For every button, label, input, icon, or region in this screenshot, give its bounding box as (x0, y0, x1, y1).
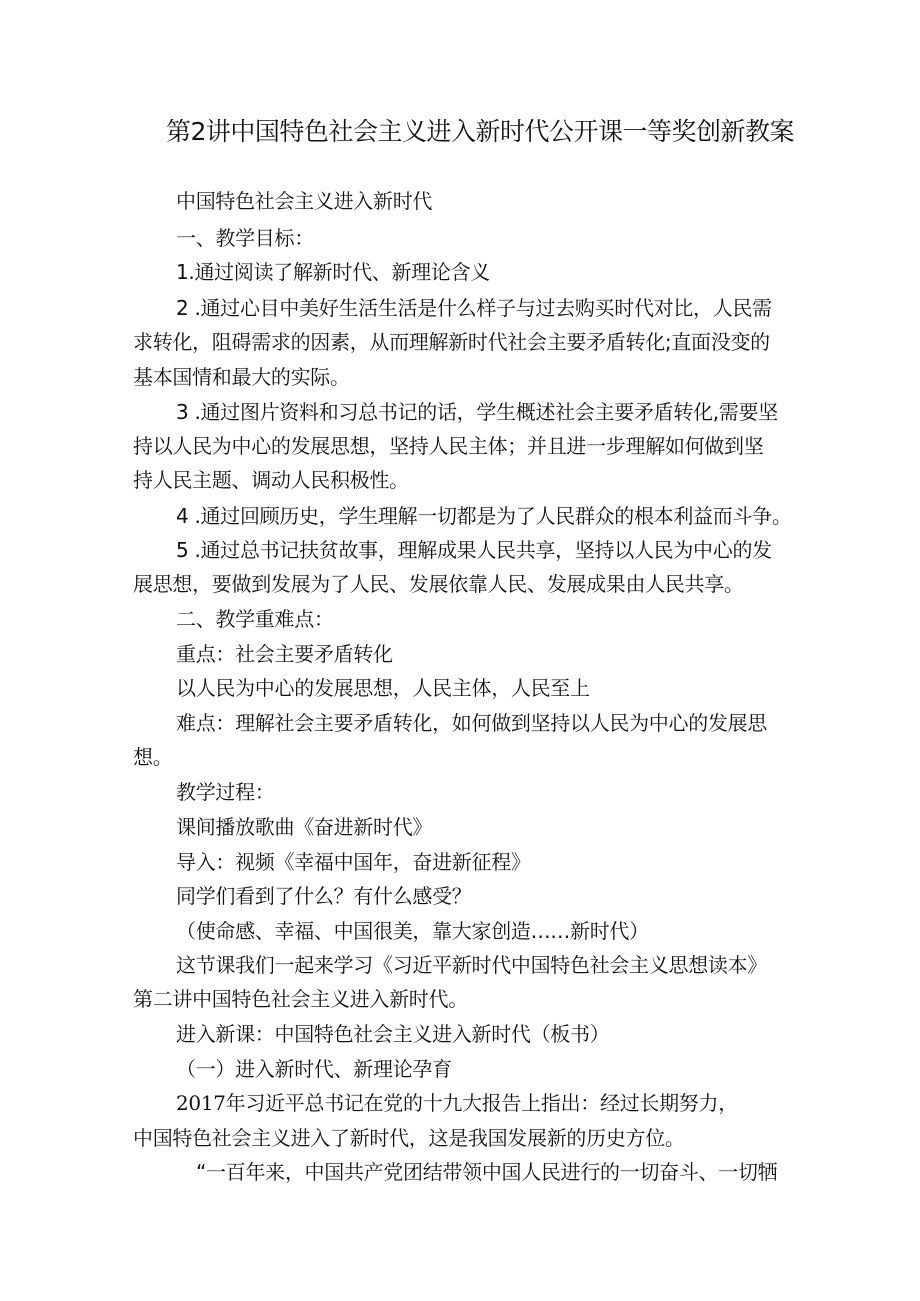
process-answer: （使命感、幸福、中国很美，靠大家创造……新时代） (176, 919, 649, 943)
report-line-1: 2017年习近平总书记在党的十九大报告上指出：经过长期努力， (176, 1091, 738, 1115)
difficulty-line-2: 想。 (133, 745, 173, 769)
process-question: 同学们看到了什么？有什么感受？ (176, 884, 472, 908)
objective-4: 4 .通过回顾历史，学生理解一切都是为了人民群众的根本利益而斗争。 (176, 504, 792, 528)
key-point: 重点：社会主要矛盾转化 (176, 642, 393, 666)
objective-5-line-2: 展思想，要做到发展为了人民、发展依靠人民、发展成果由人民共享。 (133, 572, 744, 596)
objective-3-line-1: 3 .通过图片资料和习总书记的话，学生概述社会主要矛盾转化,需要坚 (176, 400, 778, 424)
process-study-line-2: 第二讲中国特色社会主义进入新时代。 (133, 987, 468, 1011)
subsection-heading-1: （一）进入新时代、新理论孕育 (176, 1057, 452, 1081)
quote-line: “一百年来，中国共产党团结带领中国人民进行的一切奋斗、一切牺 (196, 1160, 778, 1184)
subtitle-line: 中国特色社会主义进入新时代 (176, 189, 433, 213)
key-point-detail: 以人民为中心的发展思想，人民主体，人民至上 (176, 676, 590, 700)
section-heading-objectives: 一、教学目标： (176, 226, 314, 250)
objective-5-line-1: 5 .通过总书记扶贫故事，理解成果人民共享，坚持以人民为中心的发 (176, 538, 772, 562)
objective-2-line-1: 2 .通过心目中美好生活生活是什么样子与过去购买时代对比，人民需 (176, 296, 772, 320)
objective-3-line-2: 持以人民为中心的发展思想，坚持人民主体；并且进一步理解如何做到坚 (133, 434, 764, 458)
objective-2-line-3: 基本国情和最大的实际。 (133, 365, 350, 389)
objective-1: 1.通过阅读了解新时代、新理论含义 (176, 260, 490, 284)
difficulty-line-1: 难点：理解社会主要矛盾转化，如何做到坚持以人民为中心的发展思 (176, 711, 767, 735)
objective-2-line-2: 求转化，阻碍需求的因素，从而理解新时代社会主要矛盾转化;直面没变的 (133, 330, 770, 354)
new-lesson-heading: 进入新课：中国特色社会主义进入新时代（板书） (176, 1022, 610, 1046)
process-song: 课间播放歌曲《奋进新时代》 (176, 815, 433, 839)
objective-3-line-3: 持人民主题、调动人民积极性。 (133, 468, 409, 492)
report-line-2: 中国特色社会主义进入了新时代，这是我国发展新的历史方位。 (133, 1126, 685, 1150)
process-study-line-1: 这节课我们一起来学习《习近平新时代中国特色社会主义思想读本》 (176, 953, 767, 977)
document-title: 第2讲中国特色社会主义进入新时代公开课一等奖创新教案 (166, 117, 794, 146)
process-intro-video: 导入：视频《幸福中国年，奋进新征程》 (176, 850, 531, 874)
section-heading-process: 教学过程： (176, 780, 275, 804)
section-heading-key-points: 二、教学重难点： (176, 607, 334, 631)
